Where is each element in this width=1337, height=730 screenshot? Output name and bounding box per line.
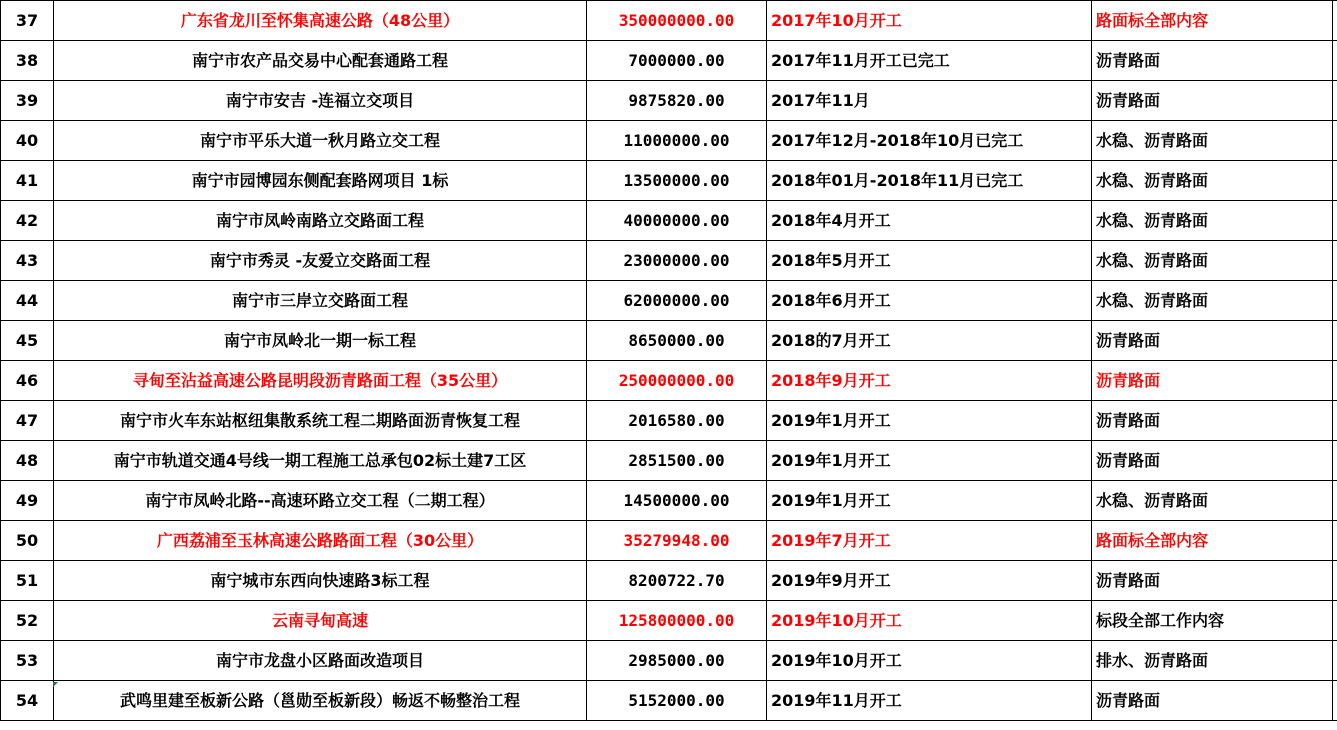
cell-work-scope[interactable]: 水稳、沥青路面 [1092,241,1333,281]
cell-number[interactable]: 52 [1,601,54,641]
cell-contract-amount[interactable]: 23000000.00 [587,241,767,281]
cell-project-name[interactable]: 南宁市轨道交通4号线一期工程施工总承包02标土建7工区 [54,441,587,481]
cell-overflow-column[interactable] [1333,361,1337,401]
cell-number[interactable]: 39 [1,81,54,121]
cell-number[interactable]: 38 [1,41,54,81]
cell-start-date[interactable]: 2018年01月-2018年11月已完工 [767,161,1092,201]
cell-number[interactable]: 49 [1,481,54,521]
cell-number[interactable]: 54 [1,681,54,721]
cell-contract-amount[interactable]: 35279948.00 [587,521,767,561]
cell-project-name[interactable]: 南宁市龙盘小区路面改造项目 [54,641,587,681]
cell-number[interactable]: 53 [1,641,54,681]
cell-contract-amount[interactable]: 11000000.00 [587,121,767,161]
cell-overflow-column[interactable] [1333,161,1337,201]
cell-start-date[interactable]: 2019年10月开工 [767,641,1092,681]
cell-contract-amount[interactable]: 14500000.00 [587,481,767,521]
cell-number[interactable]: 51 [1,561,54,601]
cell-project-name[interactable]: 南宁市秀灵 -友爱立交路面工程 [54,241,587,281]
cell-start-date[interactable]: 2019年10月开工 [767,601,1092,641]
cell-start-date[interactable]: 2018年5月开工 [767,241,1092,281]
table-row[interactable] [1,401,1337,441]
table-row[interactable] [1,481,1337,521]
cell-contract-amount[interactable]: 5152000.00 [587,681,767,721]
cell-project-name[interactable]: 广西荔浦至玉林高速公路路面工程（30公里） [54,521,587,561]
cell-work-scope[interactable]: 沥青路面 [1092,361,1333,401]
cell-project-name[interactable]: 广东省龙川至怀集高速公路（48公里） [54,1,587,41]
cell-project-name[interactable]: 南宁城市东西向快速路3标工程 [54,561,587,601]
table-row[interactable] [1,241,1337,281]
cell-contract-amount[interactable]: 8200722.70 [587,561,767,601]
cell-comment-marker [53,682,58,687]
cell-start-date[interactable]: 2019年1月开工 [767,481,1092,521]
cell-start-date[interactable]: 2018年4月开工 [767,201,1092,241]
table-row[interactable] [1,161,1337,201]
cell-start-date[interactable]: 2018年6月开工 [767,281,1092,321]
cell-start-date[interactable]: 2017年11月开工已完工 [767,41,1092,81]
cell-overflow-column[interactable] [1333,41,1337,81]
table-row[interactable] [1,81,1337,121]
cell-contract-amount[interactable]: 125800000.00 [587,601,767,641]
cell-overflow-column[interactable] [1333,121,1337,161]
cell-project-name[interactable]: 南宁市平乐大道一秋月路立交工程 [54,121,587,161]
cell-contract-amount[interactable]: 13500000.00 [587,161,767,201]
cell-overflow-column[interactable] [1333,201,1337,241]
cell-project-name[interactable]: 南宁市凤岭南路立交路面工程 [54,201,587,241]
cell-number[interactable]: 47 [1,401,54,441]
cell-start-date[interactable]: 2017年12月-2018年10月已完工 [767,121,1092,161]
cell-overflow-column[interactable] [1333,641,1337,681]
table-row[interactable] [1,281,1337,321]
cell-overflow-column[interactable] [1333,281,1337,321]
cell-number[interactable]: 37 [1,1,54,41]
cell-contract-amount[interactable]: 2985000.00 [587,641,767,681]
cell-contract-amount[interactable]: 40000000.00 [587,201,767,241]
cell-number[interactable]: 42 [1,201,54,241]
table-row[interactable] [1,41,1337,81]
cell-number[interactable]: 44 [1,281,54,321]
cell-number[interactable]: 46 [1,361,54,401]
cell-overflow-column[interactable] [1333,521,1337,561]
cell-work-scope[interactable]: 沥青路面 [1092,561,1333,601]
cell-work-scope[interactable]: 沥青路面 [1092,321,1333,361]
cell-contract-amount[interactable]: 9875820.00 [587,81,767,121]
cell-overflow-column[interactable] [1333,561,1337,601]
cell-overflow-column[interactable] [1333,441,1337,481]
cell-work-scope[interactable]: 沥青路面 [1092,41,1333,81]
cell-project-name[interactable]: 武鸣里建至板新公路（邕勋至板新段）畅返不畅整治工程 [54,681,587,721]
table-row[interactable] [1,361,1337,401]
cell-overflow-column[interactable] [1333,81,1337,121]
cell-contract-amount[interactable]: 7000000.00 [587,41,767,81]
cell-contract-amount[interactable]: 2016580.00 [587,401,767,441]
cell-work-scope[interactable]: 沥青路面 [1092,441,1333,481]
cell-work-scope[interactable]: 路面标全部内容 [1092,521,1333,561]
cell-project-name[interactable]: 南宁市凤岭北路--高速环路立交工程（二期工程） [54,481,587,521]
cell-start-date[interactable]: 2019年1月开工 [767,401,1092,441]
table-row[interactable] [1,121,1337,161]
cell-project-name[interactable]: 南宁市园博园东侧配套路网项目 1标 [54,161,587,201]
cell-work-scope[interactable]: 水稳、沥青路面 [1092,201,1333,241]
table-row[interactable] [1,641,1337,681]
table-row[interactable] [1,201,1337,241]
cell-overflow-column[interactable] [1333,401,1337,441]
cell-work-scope[interactable]: 沥青路面 [1092,681,1333,721]
cell-number[interactable]: 40 [1,121,54,161]
table-row[interactable] [1,1,1337,41]
cell-overflow-column[interactable] [1333,601,1337,641]
cell-start-date[interactable]: 2019年11月开工 [767,681,1092,721]
table-row[interactable] [1,681,1337,721]
cell-start-date[interactable]: 2018年9月开工 [767,361,1092,401]
cell-project-name[interactable]: 南宁市农产品交易中心配套通路工程 [54,41,587,81]
project-table-body [1,1,1337,721]
cell-start-date[interactable]: 2019年9月开工 [767,561,1092,601]
cell-number[interactable]: 45 [1,321,54,361]
cell-number[interactable]: 48 [1,441,54,481]
cell-contract-amount[interactable]: 350000000.00 [587,1,767,41]
cell-number[interactable]: 50 [1,521,54,561]
cell-project-name[interactable]: 南宁市安吉 -连福立交项目 [54,81,587,121]
cell-number[interactable]: 41 [1,161,54,201]
cell-contract-amount[interactable]: 2851500.00 [587,441,767,481]
cell-contract-amount[interactable]: 62000000.00 [587,281,767,321]
cell-project-name[interactable]: 南宁市凤岭北一期一标工程 [54,321,587,361]
cell-number[interactable]: 43 [1,241,54,281]
cell-work-scope[interactable]: 水稳、沥青路面 [1092,481,1333,521]
cell-overflow-column[interactable] [1333,241,1337,281]
table-row[interactable] [1,321,1337,361]
cell-start-date[interactable]: 2017年11月 [767,81,1092,121]
table-row[interactable] [1,601,1337,641]
cell-overflow-column[interactable] [1333,321,1337,361]
cell-start-date[interactable]: 2019年1月开工 [767,441,1092,481]
cell-start-date[interactable]: 2019年7月开工 [767,521,1092,561]
cell-contract-amount[interactable]: 8650000.00 [587,321,767,361]
cell-start-date[interactable]: 2017年10月开工 [767,1,1092,41]
cell-project-name[interactable]: 南宁市三岸立交路面工程 [54,281,587,321]
cell-work-scope[interactable]: 排水、沥青路面 [1092,641,1333,681]
cell-project-name[interactable]: 云南寻甸高速 [54,601,587,641]
table-row[interactable] [1,441,1337,481]
cell-start-date[interactable]: 2018的7月开工 [767,321,1092,361]
table-row[interactable] [1,561,1337,601]
cell-overflow-column[interactable] [1333,1,1337,41]
cell-project-name[interactable]: 南宁市火车东站枢纽集散系统工程二期路面沥青恢复工程 [54,401,587,441]
cell-project-name[interactable]: 寻甸至沾益高速公路昆明段沥青路面工程（35公里） [54,361,587,401]
cell-overflow-column[interactable] [1333,481,1337,521]
cell-work-scope[interactable]: 水稳、沥青路面 [1092,161,1333,201]
cell-work-scope[interactable]: 路面标全部内容 [1092,1,1333,41]
table-row[interactable] [1,521,1337,561]
cell-overflow-column[interactable] [1333,681,1337,721]
cell-work-scope[interactable]: 水稳、沥青路面 [1092,121,1333,161]
cell-contract-amount[interactable]: 250000000.00 [587,361,767,401]
cell-work-scope[interactable]: 水稳、沥青路面 [1092,281,1333,321]
cell-work-scope[interactable]: 沥青路面 [1092,401,1333,441]
cell-work-scope[interactable]: 标段全部工作内容 [1092,601,1333,641]
cell-work-scope[interactable]: 沥青路面 [1092,81,1333,121]
